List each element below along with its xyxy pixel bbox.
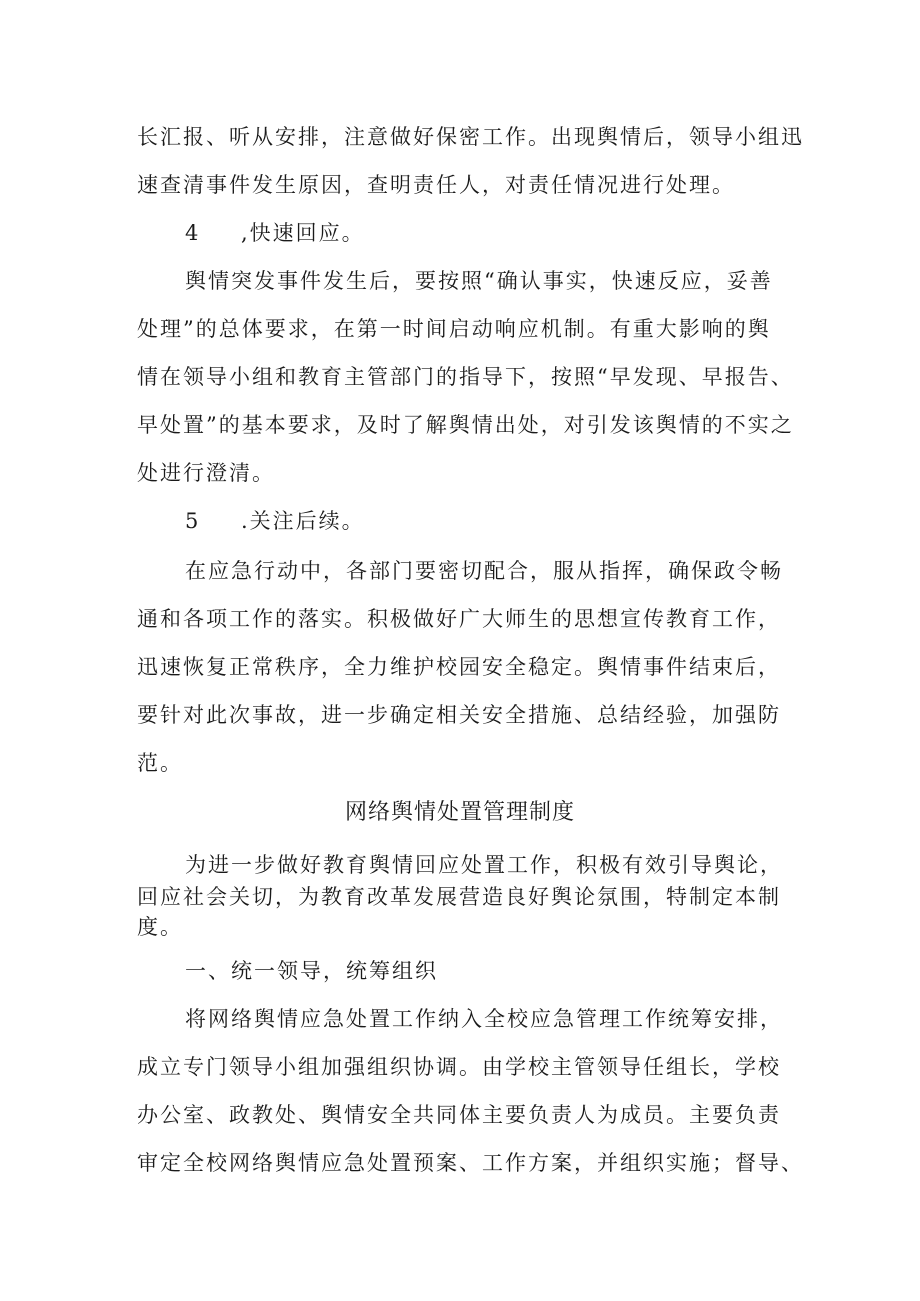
item-heading-text: ,快速回应。 [241,221,365,245]
paragraph-line: 审定全校网络舆情应急处置预案、工作方案，并组织实施；督导、 [137,1151,804,1175]
paragraph-line: 回应社会关切，为教育改革发展营造良好舆论氛围，特制定本制 [137,885,781,909]
paragraph-line: 速查清事件发生原因，查明责任人，对责任情况进行处理。 [137,173,735,197]
paragraph-line: 为进一步做好教育舆情回应处置工作，积极有效引导舆论， [185,853,783,877]
paragraph-line: 度。 [137,915,183,939]
paragraph-line: 在应急行动中，各部门要密切配合，服从指挥，确保政令畅 [185,559,783,583]
paragraph-line: 早处置”的基本要求，及时了解舆情出处，对引发该舆情的不实之 [137,413,794,437]
paragraph-line: 通和各项工作的落实。积极做好广大师生的思想宣传教育工作， [137,607,781,631]
paragraph-line: 范。 [137,751,183,775]
document-title: 网络舆情处置管理制度 [344,800,575,825]
paragraph-line: 情在领导小组和教育主管部门的指导下，按照“早发现、早报告、 [137,365,794,389]
paragraph-line: 处进行澄清。 [137,461,275,485]
item-number: 4 [185,221,201,245]
section-heading: 一、统一领导，统筹组织 [185,959,438,983]
paragraph-line: 将网络舆情应急处置工作纳入全校应急管理工作统筹安排， [185,1007,783,1031]
paragraph-line: 迅速恢复正常秩序，全力维护校园安全稳定。舆情事件结束后， [137,655,781,679]
item-heading-4 [185,218,365,248]
item-number: 5 [185,509,201,533]
item-heading-text: .关注后续。 [241,509,365,533]
paragraph-line: 长汇报、听从安排，注意做好保密工作。出现舆情后，领导小组迅 [137,125,804,149]
paragraph-line: 处理”的总体要求，在第一时间启动响应机制。有重大影响的舆 [137,317,771,341]
item-heading-5 [185,506,365,536]
paragraph-line: 舆情突发事件发生后，要按照“确认事实，快速反应，妥善 [185,269,773,293]
paragraph-line: 要针对此次事故，进一步确定相关安全措施、总结经验，加强防 [137,703,781,727]
paragraph-line: 成立专门领导小组加强组织协调。由学校主管领导任组长，学校 [137,1055,781,1079]
paragraph-line: 办公室、政教处、舆情安全共同体主要负责人为成员。主要负责 [137,1103,781,1127]
